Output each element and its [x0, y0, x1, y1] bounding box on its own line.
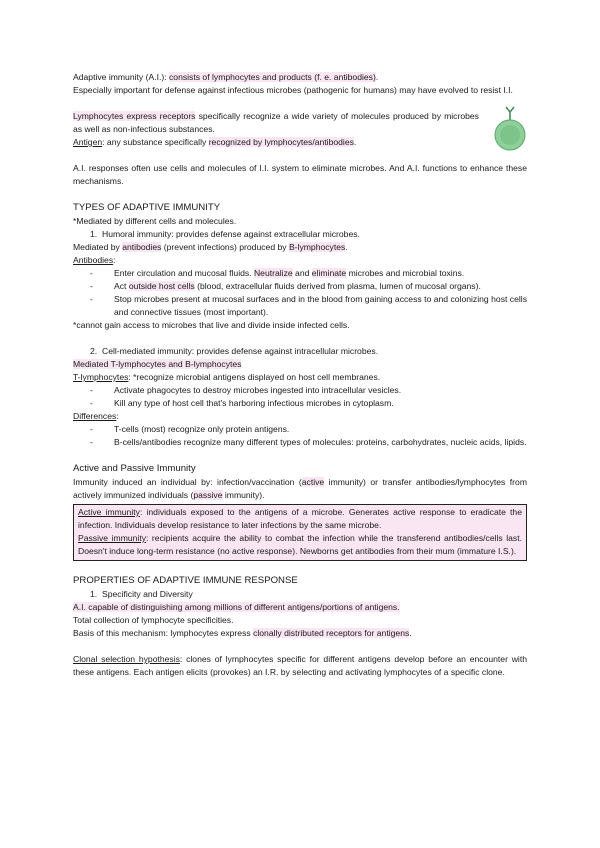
ap-text: immunity) or transfer antibodies/lymphocytes from actively immunized individuals (: [73, 477, 527, 500]
list-number: 1.: [90, 229, 98, 239]
differences-term: Differences: [73, 411, 117, 421]
differences-colon: :: [116, 411, 119, 421]
ap-text: Immunity induced an individual by: infection/vaccination (: [73, 477, 302, 487]
bullet-dash: -: [90, 398, 93, 408]
receptors-line: [73, 110, 479, 136]
active-highlight: active: [301, 477, 325, 487]
specificity-list-item: [73, 588, 527, 601]
list-number: 2.: [90, 346, 98, 356]
antibodies-label: [73, 254, 527, 267]
humoral-med-text: Mediated by: [73, 242, 123, 252]
total-line: Total collection of lymphocyte specificities.: [73, 615, 234, 625]
antibodies-term: Antibodies: [73, 255, 114, 265]
types-heading: TYPES OF ADAPTIVE IMMUNITY: [73, 202, 221, 213]
basis-line: [73, 627, 527, 640]
ab-item-text: microbes and microbial toxins.: [346, 268, 465, 278]
capable-line: [73, 601, 527, 614]
antibodies-colon: :: [113, 255, 116, 265]
humoral-med-text-2: (prevent infections) produced by: [161, 242, 289, 252]
list-item: [73, 384, 527, 397]
list-item: [73, 436, 527, 449]
antibodies-highlight: antibodies: [122, 242, 162, 252]
ai-uses-paragraph: A.I. responses often use cells and molecules of I.I. system to eliminate microbes. And A.I. functions to enhance these mechanisms.: [73, 163, 527, 186]
ab-item-text: Enter circulation and mucosal fluids.: [114, 268, 254, 278]
types-note: *Mediated by different cells and molecules.: [73, 216, 237, 226]
antigen-highlight: recognized by lymphocytes/antibodies: [208, 137, 354, 147]
basis-text: Basis of this mechanism: lymphocytes express: [73, 628, 254, 638]
list-item-text: [114, 267, 527, 280]
lymphocyte-illustration: [493, 104, 527, 152]
passive-immunity-text: : recipients acquire the ability to combat the infection while the transferend antibodies/cells last. Doesn't induce long-term resistance (no active response). Newborns get antibodies from their mum (immature I.S.).: [78, 533, 523, 556]
properties-heading: PROPERTIES OF ADAPTIVE IMMUNE RESPONSE: [73, 575, 298, 586]
humoral-mediated: [73, 241, 527, 254]
receptors-highlight: Lymphocytes express receptors: [73, 111, 196, 121]
receptors-block: [73, 110, 527, 149]
clonal-selection-paragraph: [73, 653, 527, 679]
cell-mediated-line: [73, 358, 527, 371]
clonal-receptors-highlight: clonally distributed receptors for antigens: [253, 628, 410, 638]
b-lymphocytes-highlight: B-lymphocytes: [288, 242, 346, 252]
differences-label: [73, 410, 527, 423]
humoral-med-period: .: [345, 242, 348, 252]
bullet-dash: -: [90, 424, 93, 434]
bullet-dash: -: [90, 268, 93, 278]
receptors-text: specifically recognize a wide variety of molecules produced by microbes as well as non-infectious substances.: [73, 111, 479, 134]
basis-period: .: [409, 628, 412, 638]
capable-highlight: A.I. capable of distinguishing among millions of different antigens/portions of antigens.: [73, 602, 400, 612]
active-immunity-text: : individuals exposed to the antigens of a microbe. Generates active response to eradicate the infection. Individuals develop resistance to later infections by the same microbe.: [78, 507, 522, 530]
antigen-term: Antigen: [73, 137, 103, 147]
eliminate-highlight: eliminate: [311, 268, 347, 278]
list-item-text: Kill any type of host cell that's harboring infectious microbes in cytoplasm.: [114, 398, 394, 408]
humoral-list-item: [73, 228, 527, 241]
active-immunity-definition: [78, 506, 522, 532]
t-lymphocytes-line: [73, 371, 527, 384]
ab-item-text: and: [292, 268, 312, 278]
list-item-text: [114, 280, 527, 293]
cell-nucleus: [500, 125, 520, 145]
document-page: [73, 71, 527, 679]
intro-highlight: consists of lymphocytes and products (f. e. antibodies): [169, 72, 376, 82]
intro-label: Adaptive immunity (A.I.):: [73, 72, 169, 82]
cannot-note: *cannot gain access to microbes that live and divide inside infected cells.: [73, 320, 350, 330]
intro-period: .: [375, 72, 379, 82]
receptor-arm-right: [510, 107, 514, 112]
specificity-text: Specificity and Diversity: [102, 589, 193, 599]
bullet-dash: -: [90, 281, 93, 291]
antigen-text: : any substance specifically: [102, 137, 209, 147]
immunity-definitions-box: [73, 504, 527, 561]
neutralize-highlight: Neutralize: [253, 268, 293, 278]
list-item-text: T-cells (most) recognize only protein antigens.: [114, 424, 290, 434]
antigen-definition: [73, 136, 479, 149]
intro-importance: Especially important for defense against infectious microbes (pathogenic for humans) may have evolved to resist I.I.: [73, 85, 513, 95]
list-item: [73, 293, 527, 319]
bullet-dash: -: [90, 294, 93, 304]
ab-item-text: Act: [114, 281, 129, 291]
clonal-selection-term: Clonal selection hypothesis: [73, 654, 180, 664]
intro-line: [73, 71, 527, 84]
receptor-arm-left: [506, 107, 510, 112]
ap-text: immunity).: [222, 490, 265, 500]
humoral-text: Humoral immunity: provides defense against extracellular microbes.: [102, 229, 360, 239]
active-immunity-term: Active immunity: [78, 507, 140, 517]
cell-mediated-highlight: Mediated T-lymphocytes and B-lymphocytes: [73, 359, 242, 369]
cell-mediated-text: Cell-mediated immunity: provides defense against intracellular microbes.: [102, 346, 379, 356]
t-lymphocytes-text: : *recognize microbial antigens displayed on host cell membranes.: [128, 372, 381, 382]
list-item: [73, 397, 527, 410]
t-lymphocytes-term: T-lymphocytes: [73, 372, 129, 382]
list-number: 1.: [90, 589, 98, 599]
passive-highlight: passive: [193, 490, 223, 500]
bullet-dash: -: [90, 437, 93, 447]
bullet-dash: -: [90, 385, 93, 395]
ab-item-text: (blood, extracellular fluids derived from plasma, lumen of mucosal organs).: [194, 281, 481, 291]
cell-mediated-list-item: [73, 345, 527, 358]
clonal-selection-text: : clones of lymphocytes specific for different antigens develop before an encounter with these antigens. Each antigen elicits (provokes) an I.R. by selecting and activating lymphocytes of a specific clone.: [73, 654, 527, 677]
list-item: [73, 280, 527, 293]
passive-immunity-term: Passive immunity: [78, 533, 147, 543]
passive-immunity-definition: [78, 532, 522, 558]
list-item: [73, 267, 527, 280]
list-item-text: B-cells/antibodies recognize many different types of molecules: proteins, carbohydrates, nucleic acids, lipids.: [114, 437, 527, 447]
active-passive-text: [73, 476, 527, 502]
list-item-text: Activate phagocytes to destroy microbes ingested into intracellular vesicles.: [114, 385, 402, 395]
list-item-text: Stop microbes present at mucosal surfaces and in the blood from gaining access to and colonizing host cells and connective tissues (most important).: [114, 294, 527, 317]
outside-host-cells-highlight: outside host cells: [128, 281, 195, 291]
active-passive-heading: Active and Passive Immunity: [73, 463, 196, 474]
list-item: [73, 423, 527, 436]
antigen-period: .: [353, 137, 357, 147]
